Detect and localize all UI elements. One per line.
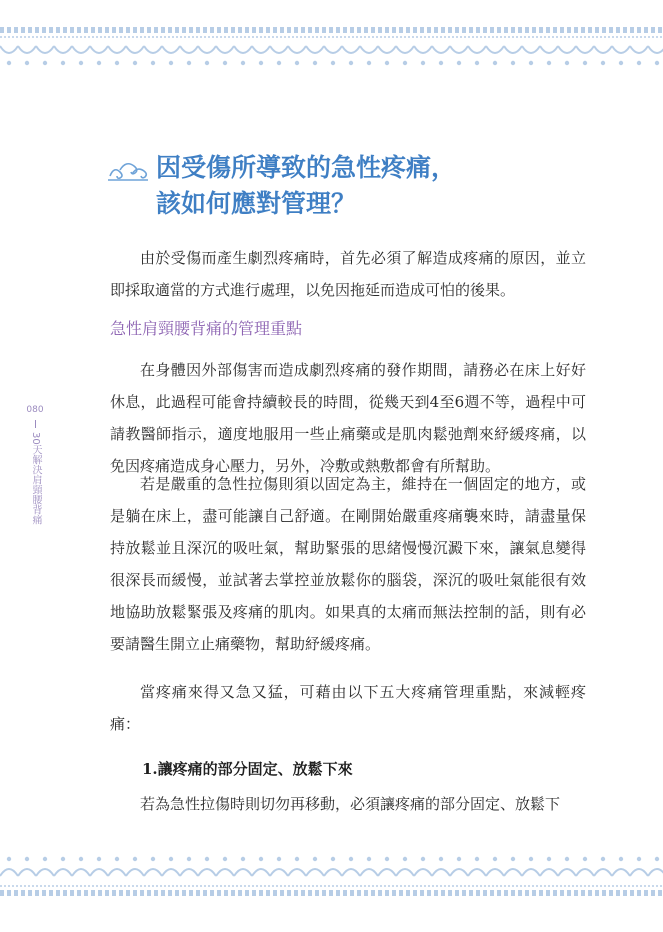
section-heading: 急性肩頸腰背痛的管理重點 [110, 319, 303, 338]
body-paragraph: 在身體因外部傷害而造成劇烈疼痛的發作期間，請務必在床上好好休息，此過程可能會持續較長的時間，從幾天到4至6週不等，過程中可請教醫師指示，適度地服用一些止痛藥或是肌肉鬆弛劑來紓緩疼痛，以免因疼痛造成身心壓力，另外，冷敷或熱敷都會有所幫助。 [110, 361, 586, 475]
bottom-decorative-band [0, 842, 663, 902]
point-paragraph: 若為急性拉傷時則切勿再移動，必須讓疼痛的部分固定、放鬆下 [140, 795, 561, 813]
title-line-1: 因受傷所導致的急性疼痛， [156, 153, 457, 182]
side-divider [35, 420, 36, 428]
running-book-title: 30天解決肩頸腰背痛 [30, 432, 41, 525]
page-title [156, 150, 636, 222]
cloud-swirl-icon [106, 158, 150, 184]
side-page-tab [28, 404, 42, 529]
body-paragraph: 若是嚴重的急性拉傷則須以固定為主，維持在一個固定的地方，或是躺在床上，盡可能讓自己舒適。在剛開始嚴重疼痛襲來時，請盡量保持放鬆並且深沉的吸吐氣，幫助緊張的思緒慢慢沉澱下來，讓氣息變得很深長而緩慢，並試著去掌控並放鬆你的腦袋，深沉的吸吐氣能很有效地協助放鬆緊張及疼痛的肌肉。如果真的太痛而無法控制的話，則有必要請醫生開立止痛藥物，幫助紓緩疼痛。 [110, 475, 586, 653]
top-decorative-band [0, 24, 663, 80]
intro-paragraph: 由於受傷而產生劇烈疼痛時，首先必須了解造成疼痛的原因，並立即採取適當的方式進行處理，以免因拖延而造成可怕的後果。 [110, 249, 586, 299]
point-heading: 1.讓疼痛的部分固定、放鬆下來 [142, 760, 353, 778]
title-line-2: 該如何應對管理？ [156, 189, 357, 218]
page-number: 080 [26, 405, 44, 415]
body-paragraph: 當疼痛來得又急又猛，可藉由以下五大疼痛管理重點，來減輕疼痛： [110, 683, 586, 733]
